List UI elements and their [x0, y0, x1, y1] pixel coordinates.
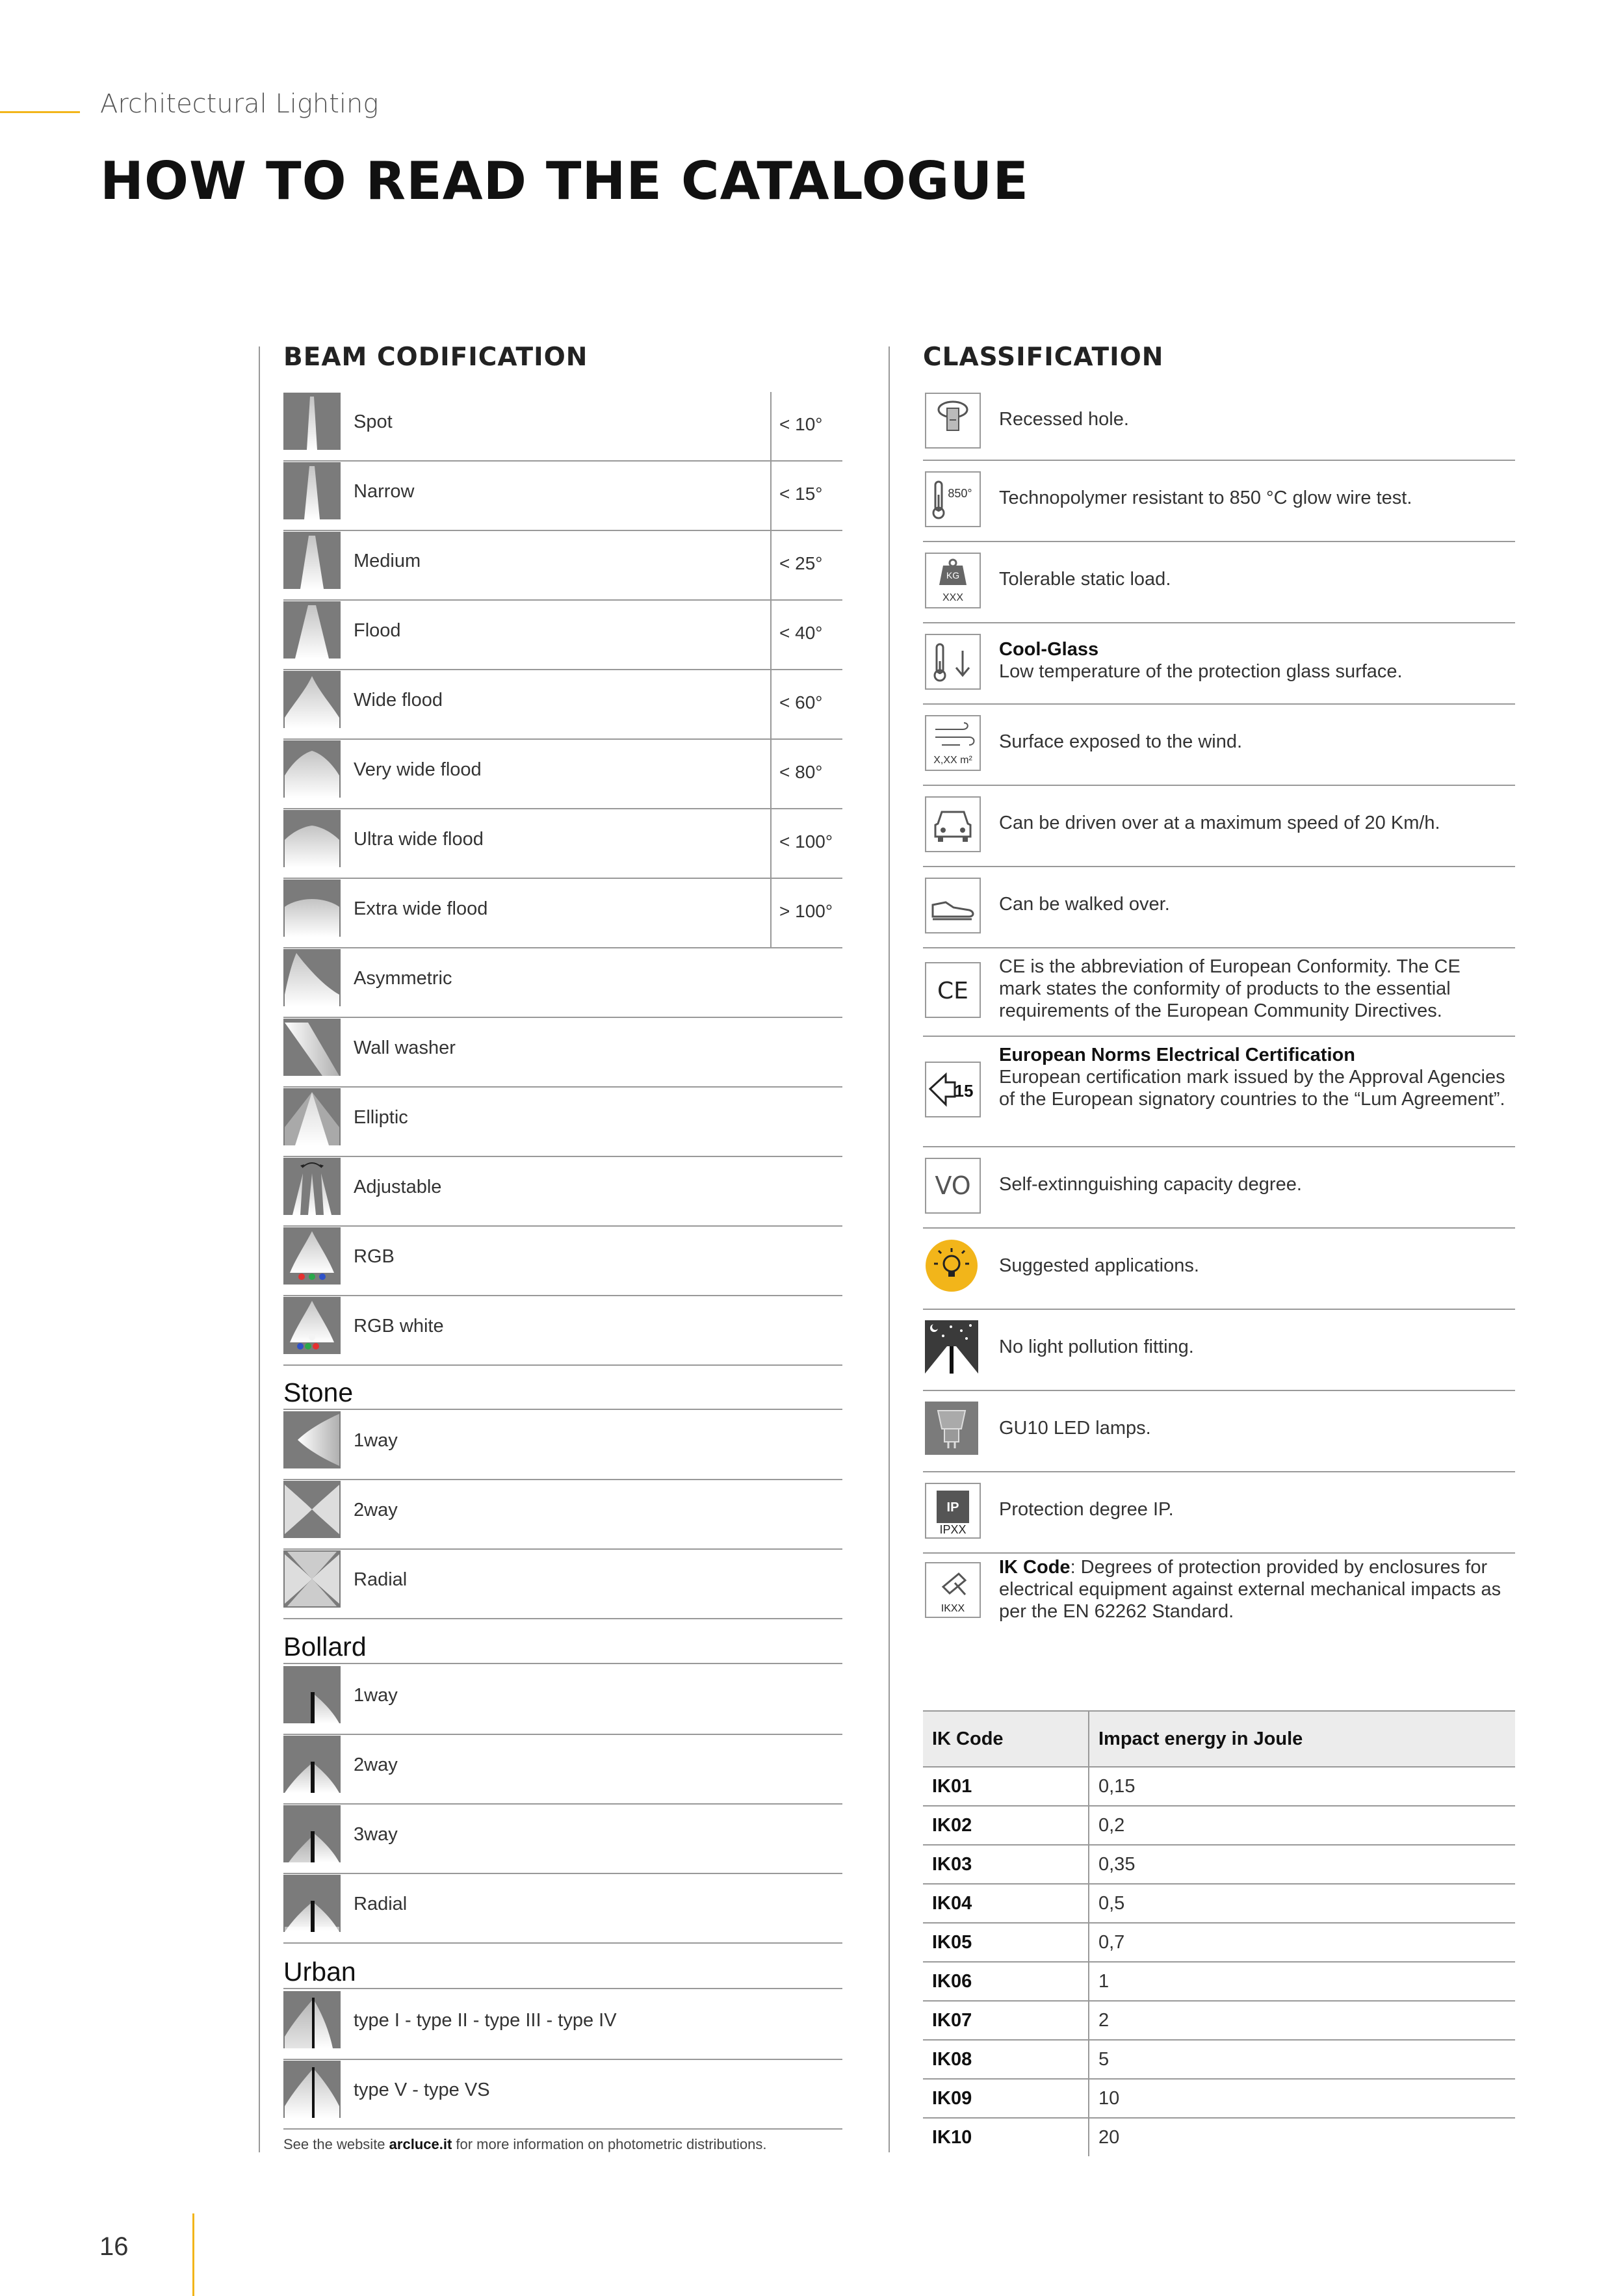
- spot-beam-icon: [283, 393, 341, 450]
- wide-flood-beam-icon: [283, 671, 341, 728]
- ce-mark-icon: [925, 962, 981, 1018]
- classification-desc: : Degrees of protection provided by enclosures for electrical equipment against external mechanical impacts as per the EN 62262 Standard.: [999, 1557, 1501, 1622]
- beam-row: [283, 1018, 842, 1088]
- classification-text: [999, 731, 1506, 753]
- icon-text: CE: [937, 978, 968, 1004]
- classification-bold: European Norms Electrical Certification: [999, 1045, 1355, 1065]
- beam-angle: < 15°: [770, 462, 842, 530]
- medium-beam-icon: [283, 532, 341, 589]
- beam-angle: < 40°: [770, 601, 842, 669]
- classification-desc: Self-extinnguishing capacity degree.: [999, 1174, 1302, 1195]
- beam-row: [283, 601, 842, 670]
- classification-bold: Cool-Glass: [999, 639, 1099, 660]
- classification-row: [923, 1471, 1515, 1554]
- ik-energy: 0,35: [1089, 1845, 1515, 1884]
- right-column-rule: [889, 346, 890, 2152]
- icon-text: XXX: [942, 592, 964, 603]
- classification-text: [999, 408, 1506, 430]
- ik-code-table: [923, 1710, 1515, 2156]
- beam-angle: < 60°: [770, 670, 842, 738]
- ik-energy: 0,15: [1089, 1767, 1515, 1806]
- enec-icon: [925, 1062, 981, 1117]
- elliptic-beam-icon: [283, 1088, 341, 1145]
- asymmetric-beam-icon: [283, 949, 341, 1006]
- page-title: HOW TO READ THE CATALOGUE: [100, 151, 1030, 211]
- stone-beam-icon: [283, 1411, 341, 1468]
- classification-row: [923, 384, 1515, 461]
- beam-row: [283, 1735, 842, 1805]
- ik-table-row: [923, 1845, 1515, 1884]
- beam-row: [283, 462, 842, 531]
- icon-text: X,XX m²: [933, 755, 972, 766]
- beam-label: Elliptic: [354, 1107, 408, 1128]
- rgb-white-beam-icon: [283, 1297, 341, 1354]
- narrow-beam-icon: [283, 462, 341, 519]
- ik-header-code: IK Code: [923, 1711, 1089, 1767]
- beam-label: Adjustable: [354, 1177, 442, 1197]
- ik-table-row: [923, 1923, 1515, 1962]
- ik-energy: 10: [1089, 2079, 1515, 2118]
- beam-label: Ultra wide flood: [354, 829, 484, 850]
- page-number: 16: [99, 2232, 129, 2261]
- icon-text: 15: [954, 1081, 974, 1101]
- classification-desc: Suggested applications.: [999, 1255, 1199, 1276]
- lightbulb-icon: [925, 1239, 981, 1295]
- beam-label: Wide flood: [354, 690, 443, 711]
- beam-row: [283, 670, 842, 740]
- stone-beam-icon: [283, 1550, 341, 1608]
- beam-label: Radial: [354, 1894, 408, 1914]
- classification-text: [999, 638, 1506, 683]
- beam-row: [283, 809, 842, 879]
- ik-code: IK09: [923, 2079, 1089, 2118]
- ik-table-row: [923, 2118, 1515, 2156]
- classification-row: [923, 1146, 1515, 1229]
- ip-rating-icon: [925, 1483, 981, 1539]
- adjustable-beam-icon: [283, 1158, 341, 1215]
- footnote: See the website arcluce.it for more information on photometric distributions.: [283, 2136, 767, 2152]
- beam-row: [283, 392, 842, 462]
- beam-row: [283, 948, 842, 1018]
- beam-row: [283, 1157, 842, 1227]
- section-label: Architectural Lighting: [100, 89, 379, 119]
- icon-text: KG: [946, 570, 960, 581]
- classification-desc: Recessed hole.: [999, 409, 1129, 430]
- wind-surface-icon: [925, 715, 981, 771]
- beam-row: [283, 1480, 842, 1550]
- classification-row: [923, 785, 1515, 867]
- ik-table-row: [923, 2079, 1515, 2118]
- beam-label: 3way: [354, 1824, 398, 1845]
- beam-row: [283, 1227, 842, 1296]
- beam-row: [283, 1296, 842, 1366]
- beam-label: Medium: [354, 551, 421, 571]
- urban-beam-icon: [283, 1991, 341, 2048]
- beam-row: [283, 1805, 842, 1874]
- ik-code: IK01: [923, 1767, 1089, 1806]
- beam-row: [283, 740, 842, 809]
- ik-code: IK05: [923, 1923, 1089, 1962]
- classification-desc: Surface exposed to the wind.: [999, 731, 1243, 752]
- ik-header-energy: Impact energy in Joule: [1089, 1711, 1515, 1767]
- beam-label: 2way: [354, 1755, 398, 1775]
- beam-label: Flood: [354, 620, 401, 641]
- classification-row: [923, 1036, 1515, 1147]
- classification-desc: Can be walked over.: [999, 894, 1170, 915]
- beam-row: [283, 1874, 842, 1944]
- classification-desc: Technopolymer resistant to 850 °C glow wire test.: [999, 488, 1412, 508]
- ik-code: IK10: [932, 2126, 972, 2148]
- no-light-pollution-icon: [925, 1320, 981, 1376]
- classification-text: [999, 956, 1506, 1022]
- beam-label: Very wide flood: [354, 759, 482, 780]
- classification-text: [999, 1498, 1506, 1520]
- classification-text: [999, 893, 1506, 915]
- classification-text: [999, 1417, 1506, 1439]
- car-driveover-icon: [925, 796, 981, 852]
- bollard-beam-icon: [283, 1736, 341, 1793]
- beam-label: Asymmetric: [354, 968, 452, 989]
- shoe-walkover-icon: [925, 878, 981, 933]
- beam-label: type V - type VS: [354, 2080, 490, 2100]
- classification-text: [999, 1044, 1506, 1110]
- beam-codification-title: BEAM CODIFICATION: [283, 343, 588, 372]
- classification-row: [923, 866, 1515, 948]
- classification-row: [923, 1390, 1515, 1472]
- classification-row: [923, 1552, 1515, 1630]
- ik-table-row: [923, 1884, 1515, 1923]
- classification-row: [923, 622, 1515, 705]
- footer-accent-line: [192, 2213, 194, 2296]
- beam-label: 1way: [354, 1430, 398, 1451]
- beam-value-divider: [770, 392, 772, 945]
- ik-table-row: [923, 2001, 1515, 2040]
- classification-desc: Protection degree IP.: [999, 1499, 1174, 1520]
- stone-heading: Stone: [283, 1376, 842, 1410]
- ik-energy: 5: [1089, 2040, 1515, 2079]
- classification-row: [923, 1227, 1515, 1310]
- cool-glass-icon: [925, 634, 981, 690]
- classification-text: [999, 1255, 1506, 1277]
- ik-code: IK04: [923, 1884, 1089, 1923]
- beam-row: [283, 1550, 842, 1619]
- classification-text: [999, 487, 1506, 509]
- icon-text: IP: [946, 1500, 959, 1515]
- static-load-icon: [925, 553, 981, 608]
- beam-label: 2way: [354, 1500, 398, 1520]
- classification-row: [923, 703, 1515, 786]
- classification-row: [923, 460, 1515, 542]
- classification-row: [923, 947, 1515, 1037]
- glow-wire-850-icon: [925, 471, 981, 527]
- ik-table-row: [923, 1962, 1515, 2001]
- classification-text: [999, 1336, 1506, 1358]
- beam-angle: < 25°: [770, 531, 842, 599]
- ik-energy: 0,2: [1089, 1806, 1515, 1845]
- ik-energy: 0,5: [1089, 1884, 1515, 1923]
- beam-label: RGB white: [354, 1316, 444, 1337]
- ik-code: IK08: [923, 2040, 1089, 2079]
- rgb-beam-icon: [283, 1227, 341, 1285]
- recessed-hole-icon: [925, 393, 981, 449]
- ik-energy: 0,7: [1089, 1923, 1515, 1962]
- ultra-wide-flood-beam-icon: [283, 810, 341, 867]
- classification-row: [923, 541, 1515, 623]
- gu10-lamp-icon: [925, 1402, 981, 1457]
- bollard-beam-icon: [283, 1875, 341, 1932]
- left-column-rule: [259, 346, 260, 2152]
- ik-code: IK03: [923, 1845, 1089, 1884]
- ik-code: IK07: [923, 2001, 1089, 2040]
- icon-text: VO: [935, 1171, 971, 1200]
- bollard-beam-icon: [283, 1666, 341, 1723]
- classification-bold: IK Code: [999, 1557, 1071, 1578]
- beam-angle: < 10°: [770, 392, 842, 460]
- ik-energy: 1: [1089, 1962, 1515, 2001]
- vo-icon: [925, 1158, 981, 1214]
- classification-text: [999, 812, 1506, 834]
- classification-desc: GU10 LED lamps.: [999, 1418, 1151, 1439]
- extra-wide-flood-beam-icon: [283, 880, 341, 937]
- beam-label: Radial: [354, 1569, 408, 1590]
- ik-energy: 20: [1089, 2118, 1515, 2156]
- classification-desc: CE is the abbreviation of European Conformity. The CE mark states the conformity of products to the essential requirements of the European Community Directives.: [999, 956, 1461, 1021]
- beam-label: 1way: [354, 1685, 398, 1706]
- classification-desc: Tolerable static load.: [999, 569, 1171, 590]
- classification-desc: European certification mark issued by the Approval Agencies of the European signatory countries to the “Lum Agreement”.: [999, 1067, 1505, 1110]
- beam-row: [283, 879, 842, 948]
- beam-label: Narrow: [354, 481, 415, 502]
- urban-heading: Urban: [283, 1955, 842, 1989]
- ik-code: IK02: [923, 1806, 1089, 1845]
- bollard-beam-icon: [283, 1805, 341, 1862]
- ik-energy: 2: [1089, 2001, 1515, 2040]
- header-accent-line: [0, 111, 80, 113]
- classification-text: [999, 1173, 1506, 1195]
- urban-beam-icon: [283, 2061, 341, 2118]
- icon-text: IPXX: [939, 1523, 967, 1536]
- ik-table-row: [923, 1767, 1515, 1806]
- ik-table-row: [923, 1806, 1515, 1845]
- beam-angle: > 100°: [770, 879, 842, 947]
- classification-desc: Can be driven over at a maximum speed of 20 Km/h.: [999, 813, 1440, 833]
- ik-table-row: [923, 2040, 1515, 2079]
- ik-hammer-icon: [925, 1562, 981, 1618]
- beam-angle: < 80°: [770, 740, 842, 808]
- icon-text: IKXX: [941, 1603, 965, 1614]
- classification-title: CLASSIFICATION: [923, 343, 1164, 372]
- beam-label: RGB: [354, 1246, 395, 1267]
- classification-text: [999, 1556, 1506, 1623]
- beam-row: [283, 1665, 842, 1735]
- classification-text: [999, 568, 1506, 590]
- ik-code: IK06: [923, 1962, 1089, 2001]
- classification-desc: No light pollution fitting.: [999, 1337, 1194, 1357]
- beam-label: type I - type II - type III - type IV: [354, 2010, 617, 2031]
- wall-washer-beam-icon: [283, 1019, 341, 1076]
- beam-row: [283, 1411, 842, 1480]
- beam-label: Extra wide flood: [354, 898, 488, 919]
- ik-table-header: [923, 1711, 1515, 1767]
- flood-beam-icon: [283, 601, 341, 659]
- beam-angle: < 100°: [770, 809, 842, 878]
- beam-row: [283, 531, 842, 601]
- beam-row: [283, 1088, 842, 1157]
- bollard-heading: Bollard: [283, 1630, 842, 1664]
- beam-label: Wall washer: [354, 1037, 456, 1058]
- stone-beam-icon: [283, 1481, 341, 1538]
- very-wide-flood-beam-icon: [283, 740, 341, 798]
- classification-desc: Low temperature of the protection glass surface.: [999, 661, 1403, 682]
- website-link[interactable]: arcluce.it: [389, 2136, 452, 2152]
- beam-row: [283, 2060, 842, 2130]
- icon-text: 850°: [948, 487, 972, 500]
- beam-label: Spot: [354, 411, 393, 432]
- classification-row: [923, 1309, 1515, 1391]
- beam-row: [283, 1990, 842, 2060]
